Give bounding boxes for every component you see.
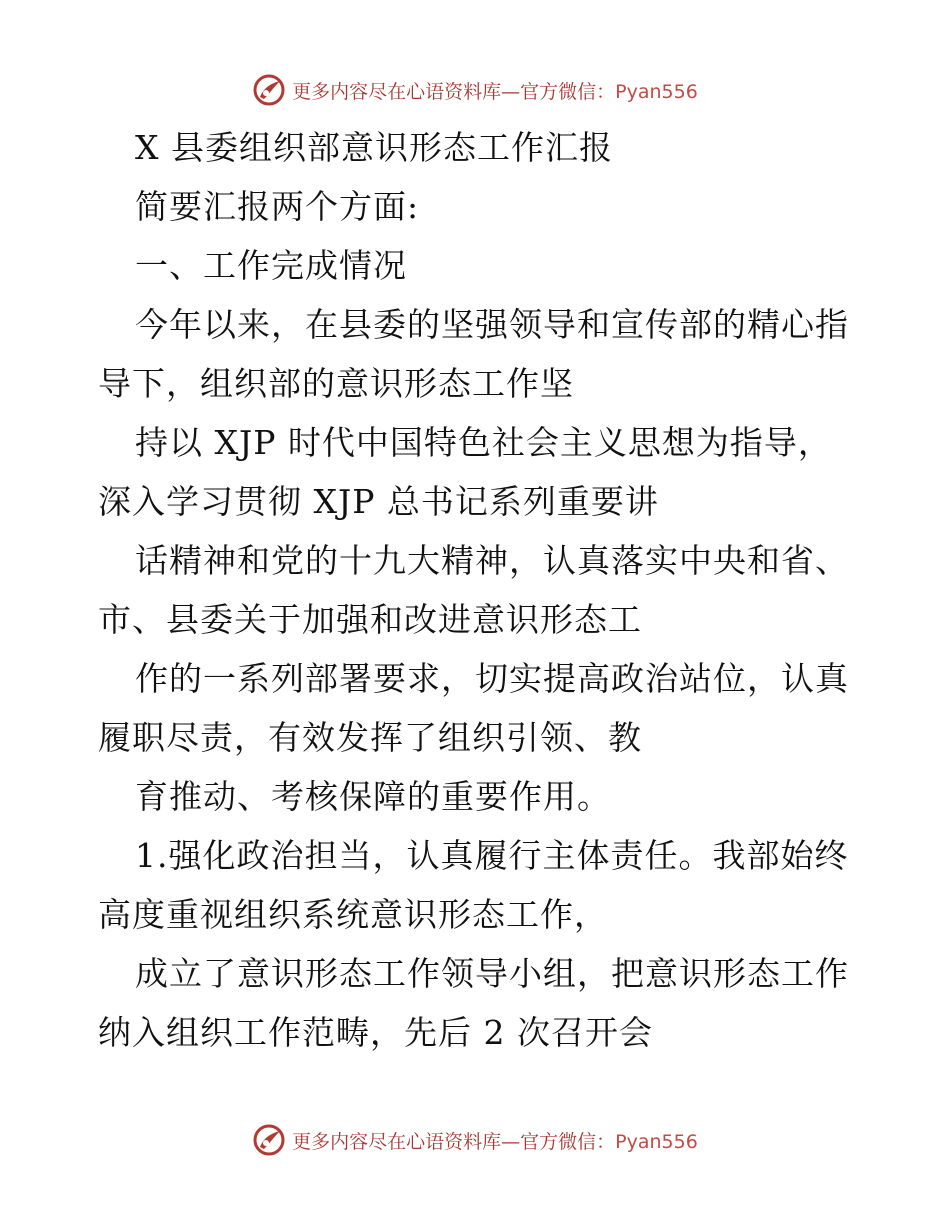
document-paragraph-line: 高度重视组织系统意识形态工作，	[98, 895, 608, 934]
document-paragraph-line: 纳入组织工作范畴，先后 2 次召开会	[98, 1013, 653, 1052]
footer-watermark-inner	[252, 1123, 698, 1157]
document-paragraph-line: 作的一系列部署要求，切实提高政治站位，认真	[135, 659, 849, 698]
footer-watermark-wechat-id: Pyan556	[615, 1130, 698, 1153]
document-paragraph-line: 持以 XJP 时代中国特色社会主义思想为指导，	[135, 423, 832, 462]
header-watermark-text	[292, 77, 698, 104]
document-paragraph-line: 简要汇报两个方面:	[135, 187, 420, 226]
footer-watermark-cn: 更多内容尽在心语资料库—官方微信：	[292, 1130, 616, 1153]
document-paragraph-line: 1.强化政治担当，认真履行主体责任。我部始终	[135, 836, 849, 875]
document-paragraph-line: 育推动、考核保障的重要作用。	[135, 777, 611, 816]
header-watermark-wechat-id: Pyan556	[615, 80, 698, 103]
header-watermark	[0, 70, 950, 110]
document-paragraph-line: 成立了意识形态工作领导小组，把意识形态工作	[135, 954, 849, 993]
document-paragraph-line: 话精神和党的十九大精神，认真落实中央和省、	[135, 541, 849, 580]
footer-watermark	[0, 1120, 950, 1160]
document-paragraph-line: 履职尽责，有效发挥了组织引领、教	[98, 718, 642, 757]
section-heading: 一、工作完成情况	[135, 246, 407, 285]
header-watermark-inner	[252, 73, 698, 107]
document-paragraph-line: 市、县委关于加强和改进意识形态工	[98, 600, 642, 639]
document-paragraph-line: 导下，组织部的意识形态工作坚	[98, 364, 574, 403]
footer-watermark-text	[292, 1127, 698, 1154]
brush-circle-logo-icon	[252, 1123, 286, 1157]
document-title: X 县委组织部意识形态工作汇报	[135, 128, 613, 167]
brush-circle-logo-icon	[252, 73, 286, 107]
document-paragraph-line: 今年以来，在县委的坚强领导和宣传部的精心指	[135, 305, 849, 344]
document-paragraph-line: 深入学习贯彻 XJP 总书记系列重要讲	[98, 482, 659, 521]
document-body	[98, 118, 868, 1062]
header-watermark-cn: 更多内容尽在心语资料库—官方微信：	[292, 80, 616, 103]
